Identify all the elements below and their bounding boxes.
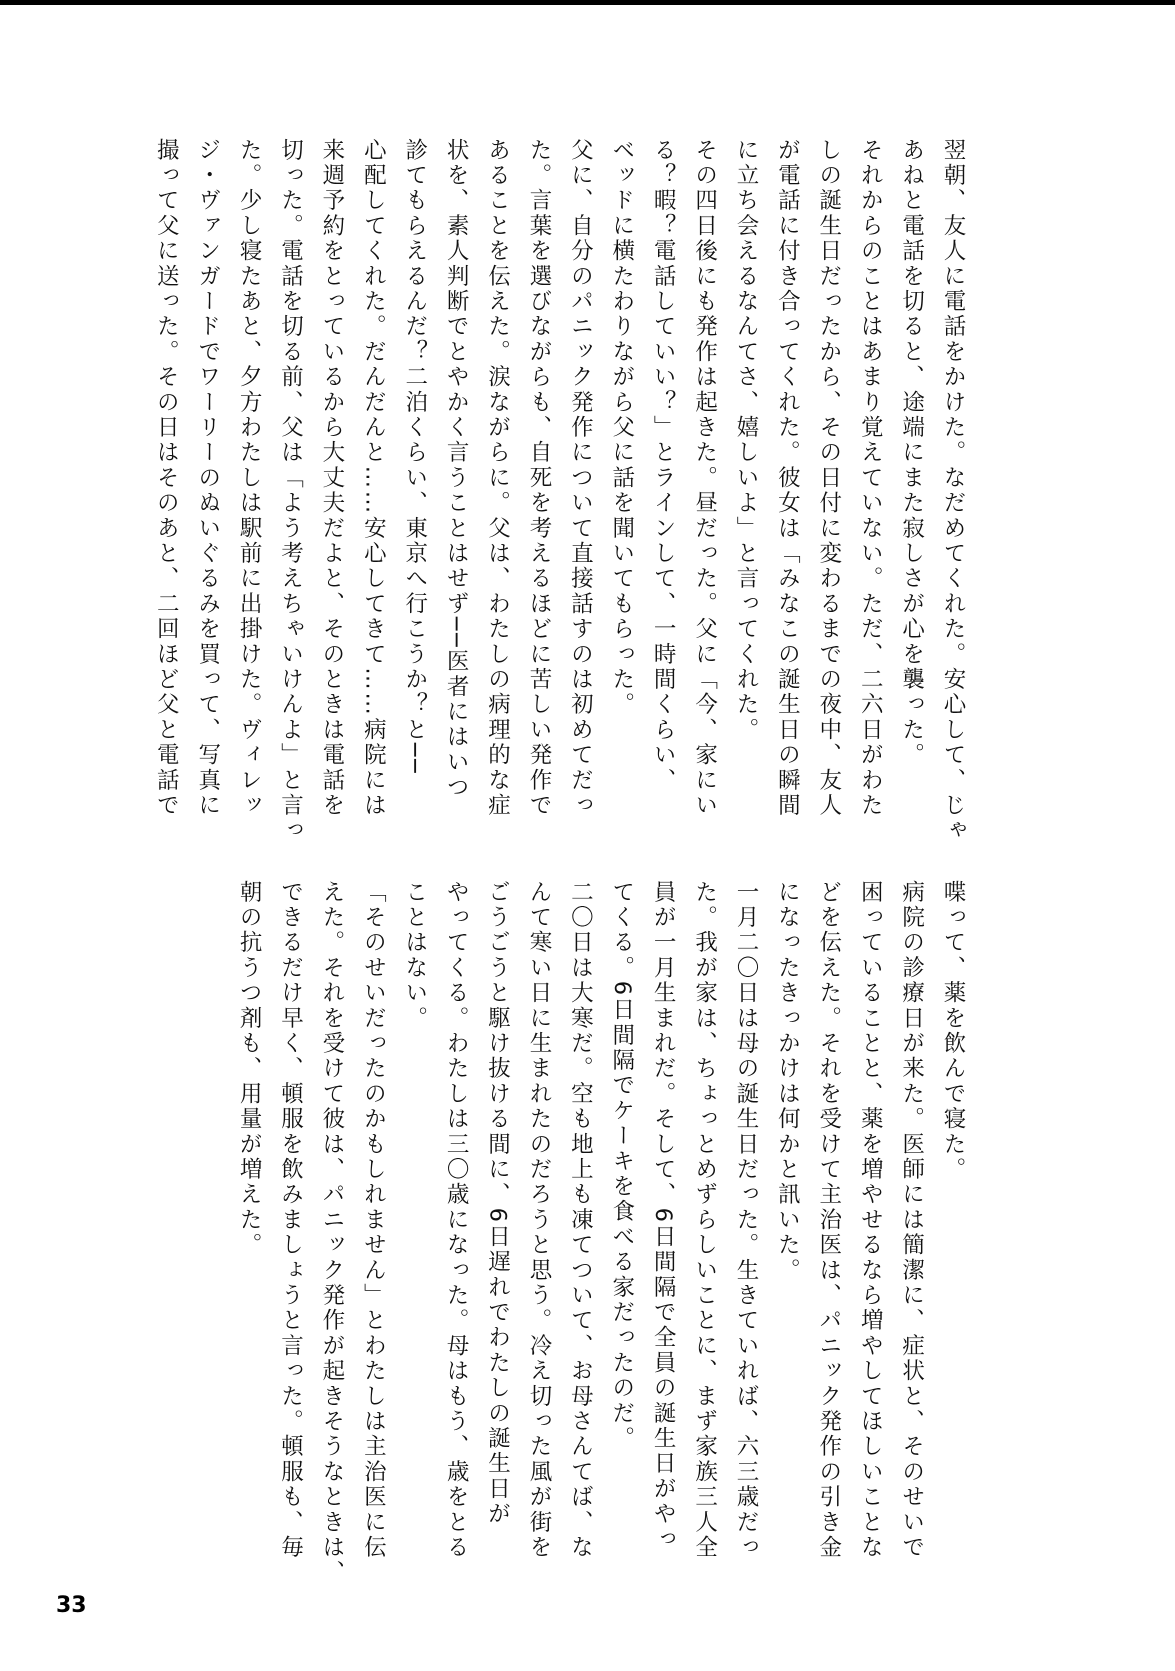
text-line: た。少し寝たあと、夕方わたしは駅前に出掛けた。ヴィレッ: [236, 138, 263, 819]
lower-text-block: [93, 880, 973, 1620]
text-line: えた。それを受けて彼は、パニック発作が起きそうなときは、: [318, 880, 345, 1586]
text-line: 状を、素人判断でとやかく言うことはせず──医者にはいつ: [443, 138, 470, 801]
text-line: 喋って、薬を飲んで寝た。: [940, 880, 966, 1183]
text-line: に立ち会えるなんてさ、嬉しいよ」と言ってくれた。: [732, 138, 759, 743]
text-line: どを伝えた。それを受けて主治医は、パニック発作の引き金: [815, 880, 842, 1561]
text-line: 切った。電話を切る前、父は「よう考えちゃいけんよ」と言っ: [277, 138, 304, 844]
text-line: た。言葉を選びながらも、自死を考えるほどに苦しい発作で: [525, 138, 552, 819]
text-line: それからのことはあまり覚えていない。ただ、二六日がわた: [857, 138, 884, 819]
text-line: 一月二〇日は母の誕生日だった。生きていれば、六三歳だっ: [732, 880, 759, 1561]
text-line: あねと電話を切ると、途端にまた寂しさが心を襲った。: [898, 138, 925, 768]
text-line: ベッドに横たわりながら父に話を聞いてもらった。: [608, 138, 635, 718]
text-line: ごうごうと駆け抜ける間に、6日遅れでわたしの誕生日が: [484, 880, 511, 1528]
page-number: 33: [56, 1593, 87, 1618]
text-line: る？暇？電話していい？」とラインして、一時間くらい、: [650, 138, 677, 794]
text-line: 困っていることと、薬を増やせるなら増やしてほしいことな: [857, 880, 884, 1561]
text-line: 二〇日は大寒だ。空も地上も凍てついて、お母さんてば、な: [567, 880, 594, 1561]
text-line: ことはない。: [401, 880, 428, 1032]
text-line: 翌朝、友人に電話をかけた。なだめてくれた。安心して、じゃ: [940, 138, 966, 844]
text-line: ジ・ヴァンガードでワーリーのぬいぐるみを買って、写真に: [194, 138, 221, 819]
text-line: 診てもらえるんだ？二泊くらい、東京へ行こうか？と──: [401, 138, 428, 776]
text-line: 「そのせいだったのかもしれません」とわたしは主治医に伝: [360, 880, 387, 1561]
text-line: 朝の抗うつ剤も、用量が増えた。: [236, 880, 263, 1258]
text-line: た。我が家は、ちょっとめずらしいことに、まず家族三人全: [691, 880, 718, 1561]
text-line: その四日後にも発作は起きた。昼だった。父に「今、家にい: [691, 138, 718, 819]
text-line: あることを伝えた。涙ながらに。父は、わたしの病理的な症: [484, 138, 511, 819]
top-border-rule: [0, 0, 1175, 5]
text-line: 来週予約をとっているから大丈夫だよと、そのときは電話を: [318, 138, 345, 819]
text-line: 心配してくれた。だんだんと……安心してきて……病院には: [360, 138, 387, 819]
text-line: 父に、自分のパニック発作について直接話すのは初めてだっ: [567, 138, 594, 819]
text-line: 員が一月生まれだ。そして、6日間隔で全員の誕生日がやっ: [650, 880, 677, 1553]
text-line: やってくる。わたしは三〇歳になった。母はもう、歳をとる: [443, 880, 470, 1561]
text-line: 病院の診療日が来た。医師には簡潔に、症状と、そのせいで: [898, 880, 925, 1561]
upper-text-block: [93, 138, 973, 844]
text-line: 撮って父に送った。その日はそのあと、二回ほど父と電話で: [153, 138, 180, 819]
text-line: できるだけ早く、頓服を飲みましょうと言った。頓服も、毎: [277, 880, 304, 1561]
text-line: しの誕生日だったから、その日付に変わるまでの夜中、友人: [815, 138, 842, 819]
text-line: が電話に付き合ってくれた。彼女は「みなこの誕生日の瞬間: [774, 138, 801, 819]
text-line: になったきっかけは何かと訊いた。: [774, 880, 801, 1284]
text-line: んて寒い日に生まれたのだろうと思う。冷え切った風が街を: [525, 880, 552, 1561]
text-line: てくる。6日間隔でケーキを食べる家だったのだ。: [608, 880, 635, 1452]
